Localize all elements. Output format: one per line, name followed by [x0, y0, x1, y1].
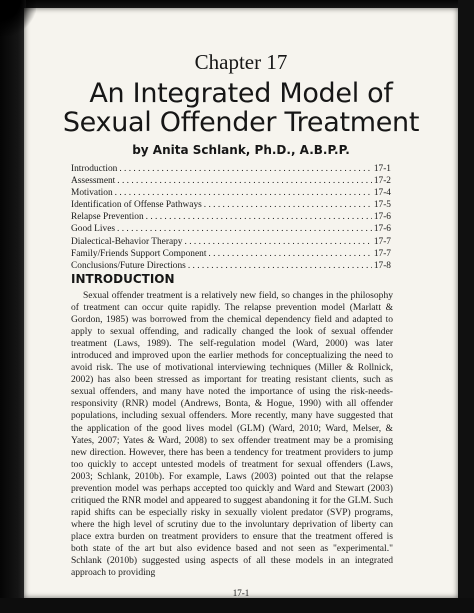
toc-entry-page: 17-5: [373, 200, 391, 211]
toc-entry: [71, 212, 391, 224]
toc-leader-dots: [208, 249, 371, 259]
toc-entry-label: Introduction: [71, 164, 118, 174]
toc-leader-dots: [119, 164, 371, 174]
toc-entry: [71, 224, 391, 236]
body-paragraph: Sexual offender treatment is a relatively new field, so changes in the philosophy of treatment can occur quite rapidly. The relapse prevention model (Marlatt & Gordon, 1985) was borrowed from the chemical dependency field and adapted to apply to sexual offending, and radically changed the look of sexual offender treatment (Laws, 1989). The self-regulation model (Ward, 2000) was later introduced and improved upon the earlier methods for conceptualizing the need to avoid risk. The use of motivational interviewing techniques (Miller & Rollnick, 2002) has also been stressed as important for treating resistant clients, such as sexual offenders, and many have noted the importance of using the risk-needs-responsivity (RNR) model (Andrews, Bonta, & Hogue, 1990) with all offender populations, including sexual offenders. More recently, many have suggested that the application of the good lives model (GLM) (Ward, 2010; Ward, Melser, & Yates, 2007; Yates & Ward, 2008) to sex offender treatment may be a promising new direction. However, there has been a tendency for treatment providers to jump too quickly to accept untested models of treatment for sexual offenders (Laws, 2003; Schlank, 2010b). For example, Laws (2003) pointed out that the relapse prevention model was perhaps accepted too quickly and Ward and Stewart (2003) critiqued the RNR model and appeared to suggest abandoning it for the GLM. Such rapid shifts can be especially risky in sexually violent predator (SVP) programs, where the high level of scrutiny due to the involuntary deprivation of liberty can place extra burden on treatment providers to ensure that the treatment offered is both state of the art but also evidence based and not seen as "experimental." Schlank (2010b) suggested using aspects of all these models in an integrated approach to providing: [71, 290, 393, 579]
toc-entry-page: 17-8: [373, 260, 391, 271]
toc-entry-label: Family/Friends Support Component: [71, 248, 207, 259]
chapter-label: Chapter 17: [194, 50, 288, 74]
toc-entry-page: 17-7: [373, 236, 391, 247]
toc-leader-dots: [115, 188, 372, 198]
toc-entry-label: Conclusions/Future Directions: [71, 260, 186, 271]
toc-entry-page: 17-6: [373, 212, 391, 223]
section-heading: INTRODUCTION: [71, 272, 175, 286]
toc-entry: [71, 164, 391, 176]
toc-entry-page: 17-6: [373, 224, 391, 235]
toc-entry-page: 17-7: [373, 248, 391, 259]
toc-entry-label: Dialectical-Behavior Therapy: [71, 236, 183, 247]
chapter-title-line-1: An Integrated Model of: [89, 78, 393, 109]
toc-leader-dots: [117, 224, 372, 234]
author-byline: by Anita Schlank, Ph.D., A.B.P.P.: [132, 143, 350, 157]
scanner-edge-bottom: [0, 598, 474, 613]
toc-entry-label: Motivation: [71, 188, 113, 199]
scanner-edge-left: [0, 0, 26, 613]
toc-entry-label: Assessment: [71, 176, 116, 187]
toc-entry-page: 17-1: [373, 164, 391, 174]
page-number: 17-1: [232, 588, 250, 598]
table-of-contents: [71, 164, 391, 273]
paper-sheet: [24, 8, 458, 598]
toc-leader-dots: [204, 200, 372, 210]
scanner-edge-right: [458, 0, 474, 613]
toc-entry-label: Good Lives: [71, 224, 116, 235]
toc-entry: [71, 176, 391, 188]
toc-leader-dots: [185, 237, 372, 247]
chapter-title: [24, 79, 458, 137]
toc-entry-label: Identification of Offense Pathways: [71, 200, 202, 211]
toc-entry-label: Relapse Prevention: [71, 212, 144, 223]
toc-leader-dots: [146, 212, 372, 222]
scanner-corner-shadow: [0, 0, 36, 36]
toc-entry-page: 17-2: [373, 176, 391, 187]
toc-entry-page: 17-4: [373, 188, 391, 199]
toc-leader-dots: [117, 176, 372, 186]
toc-entry: [71, 200, 391, 212]
toc-entry: [71, 249, 391, 261]
toc-entry: [71, 237, 391, 249]
chapter-title-line-2: Sexual Offender Treatment: [62, 107, 420, 138]
toc-entry: [71, 188, 391, 200]
toc-leader-dots: [188, 261, 372, 271]
